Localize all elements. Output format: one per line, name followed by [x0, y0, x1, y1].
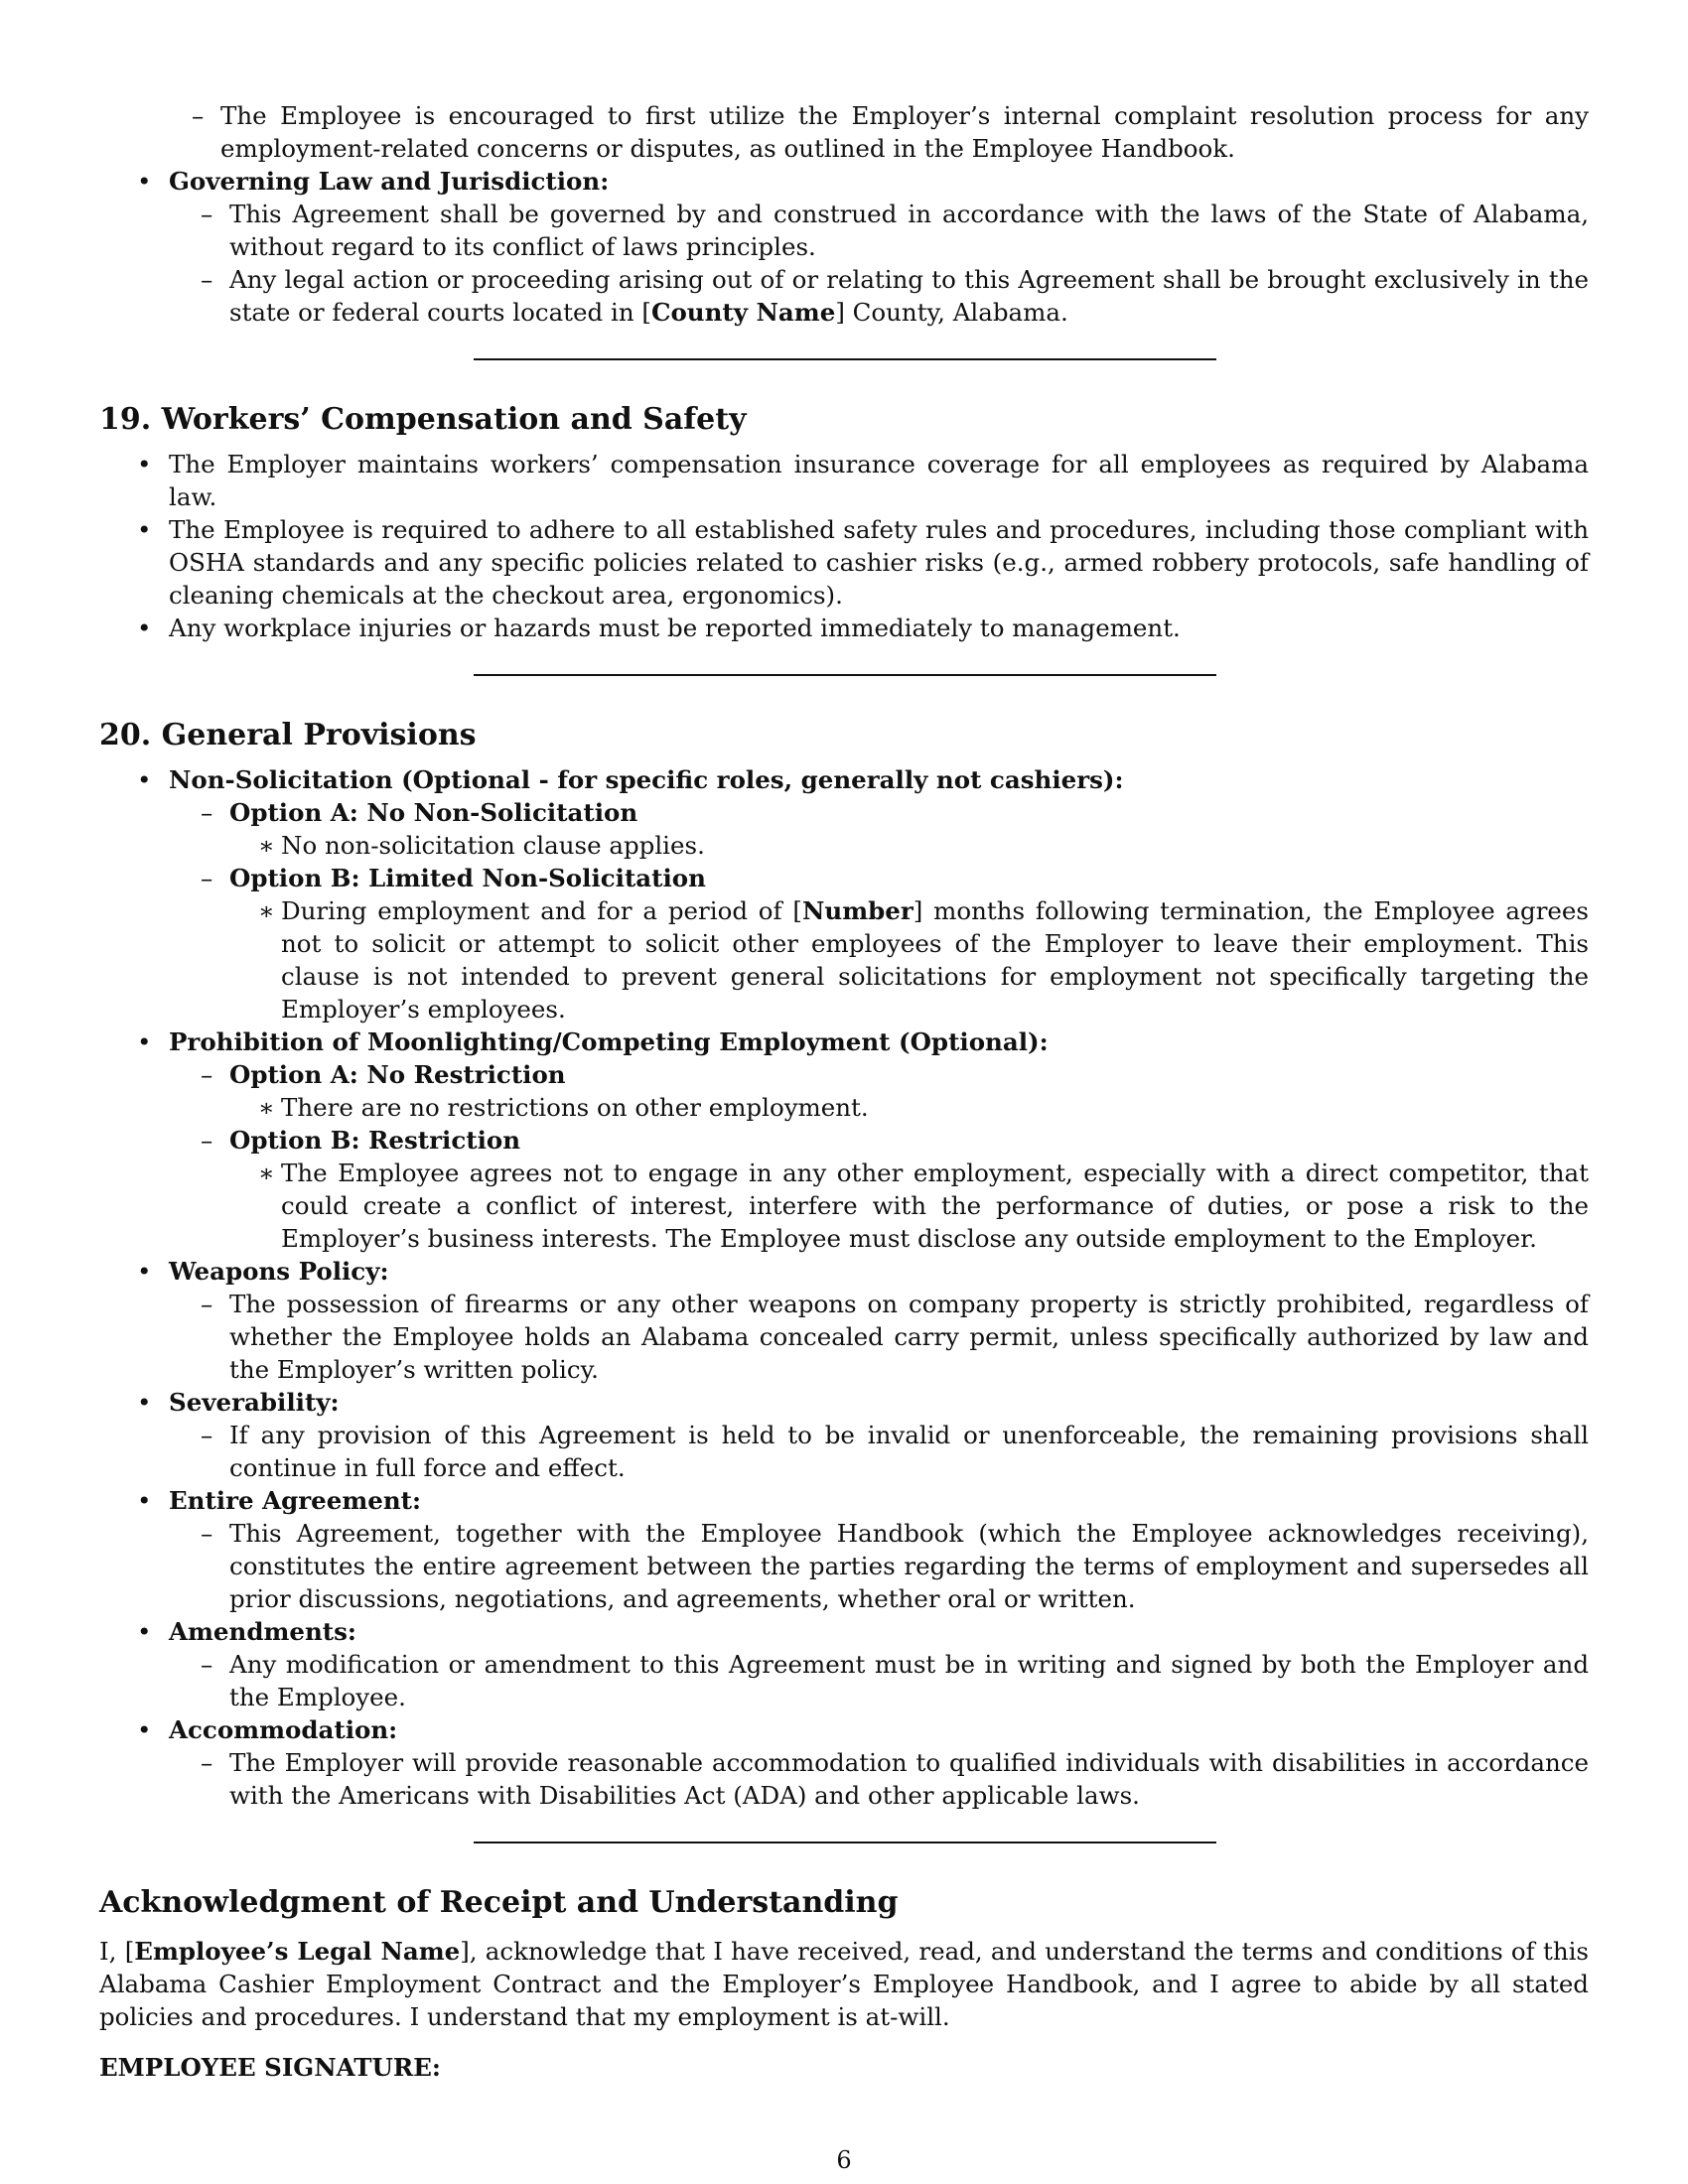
option-a-item: – Option A: No Restriction ∗ There are no restrictions on other employment. [169, 1058, 1589, 1124]
employee-signature-label: EMPLOYEE SIGNATURE: [99, 2053, 441, 2082]
accommodation-text: – The Employer will provide reasonable accommodation to qualified individuals with disabilities in accordance with the Americans with Disabilities Act (ADA) and other applicable laws. [169, 1746, 1589, 1812]
list-item: • Any workplace injuries or hazards must be reported immediately to management. [99, 612, 1589, 644]
employee-name-placeholder: Employee’s Legal Name [134, 1937, 461, 1966]
governing-law-title: Governing Law and Jurisdiction: [169, 167, 610, 196]
severability-title: Severability: [169, 1388, 340, 1417]
option-b-item: – Option B: Restriction ∗ The Employee agrees not to engage in any other employment, especially with a direct competitor, that could create a conflict of interest, interfere with the performance of duties, or pose a risk to the Employer’s business interests. The Employee must disclose any outside employment to the Employer. [169, 1124, 1589, 1255]
dispute-list [160, 99, 1589, 165]
option-a-text: ∗ No non-solicitation clause applies. [229, 829, 1589, 862]
section-20-list [99, 763, 1589, 1812]
number-placeholder: Number [801, 896, 914, 925]
entire-agreement-text: – This Agreement, together with the Employee Handbook (which the Employee acknowledges receiving), constitutes the entire agreement between the parties regarding the terms of employment and supersedes all prior discussions, negotiations, and agreements, whether oral or written. [169, 1517, 1589, 1615]
amendments-title: Amendments: [169, 1617, 356, 1646]
section-divider [474, 674, 1216, 676]
amendments-item [99, 1615, 1589, 1713]
weapons-policy-item [99, 1255, 1589, 1386]
section-divider [474, 358, 1216, 360]
section-divider [474, 1842, 1216, 1843]
moonlighting-title: Prohibition of Moonlighting/Competing Employment (Optional): [169, 1027, 1049, 1056]
weapons-policy-text: – The possession of firearms or any other weapons on company property is strictly prohibited, regardless of whether the Employee holds an Alabama concealed carry permit, unless specifically authorized by law and the Employer’s written policy. [169, 1288, 1589, 1386]
option-a-item: – Option A: No Non-Solicitation ∗ No non-solicitation clause applies. [169, 796, 1589, 862]
dispute-item: – The Employee is encouraged to first utilize the Employer’s internal complaint resolution process for any employment-related concerns or disputes, as outlined in the Employee Handbook. [160, 99, 1589, 165]
option-b-text: ∗ The Employee agrees not to engage in any other employment, especially with a direct competitor, that could create a conflict of interest, interfere with the performance of duties, or pose a risk to the Employer’s business interests. The Employee must disclose any outside employment to the Employer. [229, 1157, 1589, 1255]
list-item: • The Employer maintains workers’ compensation insurance coverage for all employees as required by Alabama law. [99, 448, 1589, 513]
section-20-heading: 20. General Provisions [99, 718, 477, 752]
accommodation-title: Accommodation: [169, 1715, 398, 1744]
weapons-policy-title: Weapons Policy: [169, 1257, 389, 1286]
governing-law-item [99, 165, 1589, 329]
non-solicitation-item [99, 763, 1589, 1025]
section-19-heading: 19. Workers’ Compensation and Safety [99, 402, 747, 437]
accommodation-item [99, 1713, 1589, 1812]
jurisdiction-text: – Any legal action or proceeding arising out of or relating to this Agreement shall be brought exclusively in the state or federal courts located in [County Name] County, Alabama. [169, 263, 1589, 329]
acknowledgment-heading: Acknowledgment of Receipt and Understanding [99, 1885, 899, 1920]
entire-agreement-title: Entire Agreement: [169, 1486, 422, 1515]
option-b-text: ∗ During employment and for a period of [Number] months following termination, the Employee agrees not to solicit or attempt to solicit other employees of the Employer to leave their employment. This clause is not intended to prevent general solicitations for employment not specifically targeting the Employer’s employees. [229, 894, 1589, 1025]
page-number: 6 [836, 2146, 852, 2174]
acknowledgment-paragraph: I, [Employee’s Legal Name], acknowledge that I have received, read, and understand the terms and conditions of this Alabama Cashier Employment Contract and the Employer’s Employee Handbook, and I agree to abide by all stated policies and procedures. I understand that my employment is at-will. [99, 1937, 1590, 2031]
governing-law-text: – This Agreement shall be governed by and construed in accordance with the laws of the State of Alabama, without regard to its conflict of laws principles. [169, 198, 1589, 263]
entire-agreement-item [99, 1484, 1589, 1615]
moonlighting-item [99, 1025, 1589, 1255]
amendments-text: – Any modification or amendment to this Agreement must be in writing and signed by both the Employer and the Employee. [169, 1648, 1589, 1713]
list-item: • The Employee is required to adhere to all established safety rules and procedures, including those compliant with OSHA standards and any specific policies related to cashier risks (e.g., armed robbery protocols, safe handling of cleaning chemicals at the checkout area, ergonomics). [99, 513, 1589, 612]
severability-text: – If any provision of this Agreement is held to be invalid or unenforceable, the remaining provisions shall continue in full force and effect. [169, 1419, 1589, 1484]
severability-item [99, 1386, 1589, 1484]
document-page [99, 99, 1589, 2084]
option-a-text: ∗ There are no restrictions on other employment. [229, 1091, 1589, 1124]
non-solicitation-title: Non-Solicitation (Optional - for specific roles, generally not cashiers): [169, 765, 1124, 794]
governing-law-list [99, 165, 1589, 329]
option-b-item: – Option B: Limited Non-Solicitation ∗ During employment and for a period of [Number] months following termination, the Employee agrees not to solicit or attempt to solicit other employees of the Employer to leave their employment. This clause is not intended to prevent general solicitations for employment not specifically targeting the Employer’s employees. [169, 862, 1589, 1025]
county-name-placeholder: County Name [650, 298, 836, 327]
section-19-list [99, 448, 1589, 644]
